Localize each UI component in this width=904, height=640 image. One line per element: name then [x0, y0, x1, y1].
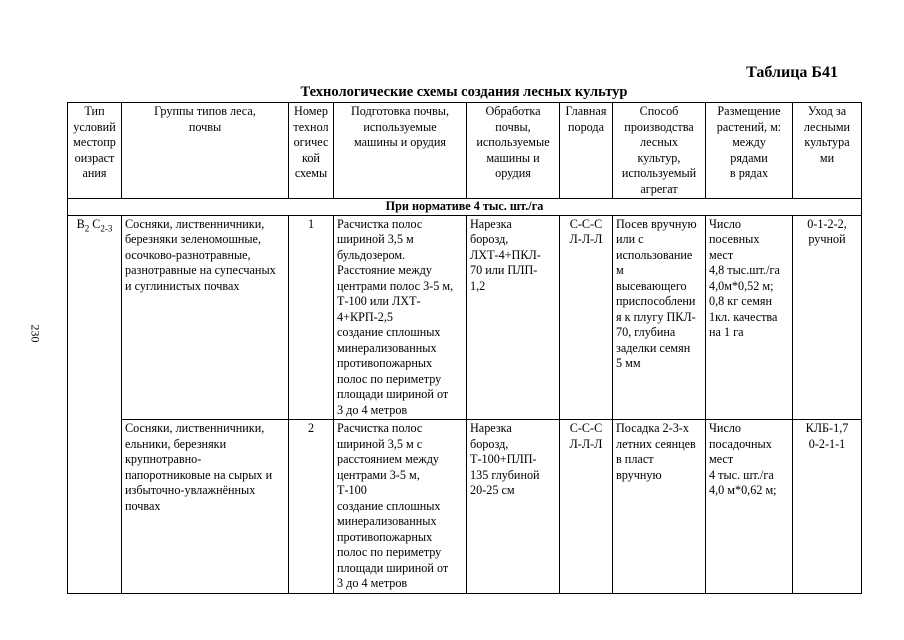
cell-line: Обработка — [485, 104, 541, 118]
cell-line: осочково-разнотравные, — [125, 247, 251, 262]
main-species-cell — [560, 215, 613, 420]
cell-line: 0-2-1-1 — [808, 436, 846, 451]
cell-line: в пласт — [616, 452, 654, 466]
cell-line: Посев вручную — [616, 216, 697, 231]
cell-line: рядами — [730, 150, 768, 165]
cell-line: площади шириной от — [337, 387, 449, 401]
cell-line: Л-Л-Л — [569, 232, 603, 246]
cell-line: ручной — [808, 232, 846, 246]
cell-line: центрами 3-5 м, — [337, 467, 420, 482]
cell-line: 0-1-2-2, — [807, 216, 847, 231]
cell-line: С-С-С — [569, 216, 603, 231]
cell-line: разнотравные на супесчаных — [125, 263, 276, 277]
cell-line: противопожарных — [337, 529, 433, 544]
cell-line: используемый — [621, 166, 697, 180]
cell-line: 1,2 — [470, 278, 486, 293]
cell-line: 4+КРП-2,5 — [337, 309, 393, 324]
placement-cell — [706, 420, 793, 594]
cell-line: Число — [709, 216, 742, 231]
soil-prep-cell — [334, 420, 467, 594]
cell-line: местопр — [73, 135, 116, 149]
method-cell — [613, 420, 706, 594]
forest-group-cell — [122, 215, 289, 420]
cell-line: крупнотравно- — [125, 452, 202, 466]
cell-line: орудия — [495, 166, 531, 180]
cell-line: лесных — [639, 135, 678, 149]
cell-line: почвы, — [495, 119, 531, 134]
cell-line: и суглинистых почвах — [125, 278, 240, 293]
cell-line: 4,0 м*0,62 м; — [709, 483, 777, 497]
cell-line: борозд, — [470, 436, 509, 451]
cell-line: Т-100 — [337, 483, 367, 497]
forest-group-cell — [122, 420, 289, 594]
cell-line: культур, — [637, 150, 681, 165]
cell-line: машины и орудия — [354, 135, 446, 149]
header-site-type — [68, 103, 122, 199]
care-cell — [793, 420, 862, 594]
cell-line: 0,8 кг семян — [709, 294, 773, 308]
table-row — [68, 420, 862, 594]
cell-line: машины и — [486, 150, 540, 165]
cell-line: порода — [567, 119, 605, 134]
cell-line: Номер — [294, 104, 328, 118]
cell-line: создание сплошных — [337, 498, 441, 513]
cell-line: схемы — [294, 166, 328, 180]
cell-line: м — [616, 263, 624, 277]
cell-line: полос по периметру — [337, 371, 442, 386]
cell-line: 5 мм — [616, 356, 641, 370]
cell-line: на 1 га — [709, 325, 744, 339]
cell-line: папоротниковые на сырых и — [125, 467, 273, 482]
cell-line: ми — [819, 150, 835, 165]
cell-line: Уход за — [807, 104, 847, 118]
site-type-cell: $B_2$ $C_{2-3}$ — [68, 215, 122, 593]
scheme-number-cell: 1 — [289, 215, 334, 420]
cell-line: ания — [82, 166, 107, 180]
cell-line: избыточно-увлажнённых — [125, 483, 256, 497]
section-row — [68, 199, 862, 216]
cell-line: Расчистка полос — [337, 421, 423, 435]
header-care — [793, 103, 862, 199]
soil-tillage-cell — [467, 420, 560, 594]
cell-line: Т-100 или ЛХТ- — [337, 294, 421, 308]
cell-line: приспособлени — [616, 294, 696, 308]
cell-line: вручную — [616, 467, 662, 482]
cell-line: почвы — [188, 119, 222, 134]
cell-line: Посадка 2-3-х — [616, 421, 689, 435]
cell-line: Сосняки, лиственничники, — [125, 421, 265, 435]
soil-prep-cell — [334, 215, 467, 420]
cell-line: площади шириной от — [337, 560, 449, 575]
cell-line: Нарезка — [470, 216, 512, 231]
cell-line: Подготовка почвы, — [351, 104, 449, 118]
header-scheme-number — [289, 103, 334, 199]
cell-line: ельники, березняки — [125, 436, 227, 451]
cell-line: шириной 3,5 м — [337, 232, 414, 246]
cell-line: Л-Л-Л — [569, 436, 603, 451]
cell-line: заделки семян — [616, 340, 691, 355]
table-row — [68, 215, 862, 420]
cell-line: 1кл. качества — [709, 309, 778, 324]
header-row — [68, 103, 862, 199]
cell-line: производства — [624, 119, 694, 134]
cell-line: противопожарных — [337, 356, 433, 370]
cell-line: мест — [709, 452, 734, 466]
cell-line: С-С-С — [569, 421, 603, 435]
cell-line: культура — [804, 135, 850, 149]
cell-line: огичес — [293, 135, 329, 149]
cell-line: 135 глубиной — [470, 467, 540, 482]
cell-line: посевных — [709, 232, 760, 246]
cell-line: условий — [73, 119, 116, 134]
header-soil-tillage — [467, 103, 560, 199]
cell-line: Т-100+ПЛП- — [470, 452, 537, 466]
table-title: Технологические схемы создания лесных культур — [300, 84, 628, 100]
cell-line: почвах — [125, 498, 161, 513]
cell-line: или с — [616, 232, 644, 246]
cell-line: ЛХТ-4+ПКЛ- — [470, 247, 541, 262]
cell-line: технол — [293, 119, 329, 134]
cell-line: Число — [709, 421, 742, 435]
cell-line: полос по периметру — [337, 545, 442, 559]
cell-line: расстоянием между — [337, 452, 440, 466]
cell-line: используемые — [363, 119, 437, 134]
scheme-number-cell: 2 — [289, 420, 334, 594]
page-number: 230 — [28, 324, 43, 343]
soil-tillage-cell — [467, 215, 560, 420]
cell-line: Сосняки, лиственничники, — [125, 216, 265, 231]
cell-line: 4,8 тыс.шт./га — [709, 263, 780, 277]
cell-line: 70 или ПЛП- — [470, 263, 538, 277]
header-main-species — [560, 103, 613, 199]
cell-line: используемые — [476, 135, 550, 149]
placement-cell — [706, 215, 793, 420]
table-label: Таблица Б41 — [746, 64, 838, 81]
cell-line: агрегат — [640, 181, 678, 196]
cell-line: Группы типов леса, — [154, 104, 256, 118]
cell-line: 4 тыс. шт./га — [709, 467, 774, 482]
cell-line: оизраст — [74, 150, 115, 165]
cell-line: Расстояние между — [337, 263, 432, 277]
cell-line: Нарезка — [470, 421, 512, 435]
cell-line: мест — [709, 247, 734, 262]
cell-line: высевающего — [616, 278, 687, 293]
cell-line: Тип — [84, 104, 105, 118]
cell-line: в рядах — [729, 166, 769, 180]
cell-line: КЛБ-1,7 — [805, 421, 849, 435]
cell-line: центрами полос 3-5 м, — [337, 278, 454, 293]
cell-line: я к плугу ПКЛ- — [616, 309, 696, 324]
header-placement — [706, 103, 793, 199]
cell-line: минерализованных — [337, 340, 437, 355]
cell-line: Размещение — [717, 104, 781, 118]
main-species-cell — [560, 420, 613, 594]
header-soil-prep — [334, 103, 467, 199]
cell-line: 70, глубина — [616, 325, 676, 339]
cell-line: создание сплошных — [337, 325, 441, 339]
header-forest-groups — [122, 103, 289, 199]
cell-line: посадочных — [709, 436, 772, 451]
cell-line: Способ — [639, 104, 679, 118]
cell-line: 3 до 4 метров — [337, 576, 408, 590]
cell-line: летних сеянцев — [616, 436, 696, 451]
cell-line: березняки зеленомошные, — [125, 232, 261, 246]
cell-line: минерализованных — [337, 514, 437, 528]
cell-line: Расчистка полос — [337, 216, 423, 231]
cell-line: 4,0м*0,52 м; — [709, 278, 774, 293]
header-method — [613, 103, 706, 199]
cell-line: кой — [302, 150, 320, 165]
cell-line: лесными — [803, 119, 851, 134]
cell-line: бульдозером. — [337, 247, 406, 262]
method-cell — [613, 215, 706, 420]
cell-line: 20-25 см — [470, 483, 515, 497]
care-cell — [793, 215, 862, 420]
cell-line: шириной 3,5 м с — [337, 436, 423, 451]
cell-line: Главная — [565, 104, 607, 118]
section-label: При нормативе 4 тыс. шт./га — [68, 199, 862, 216]
cell-line: между — [732, 135, 766, 149]
cell-line: использование — [616, 247, 693, 262]
cell-line: борозд, — [470, 232, 509, 246]
cell-line: растений, м: — [716, 119, 782, 134]
cell-line: 3 до 4 метров — [337, 402, 408, 417]
technology-table — [67, 102, 862, 594]
